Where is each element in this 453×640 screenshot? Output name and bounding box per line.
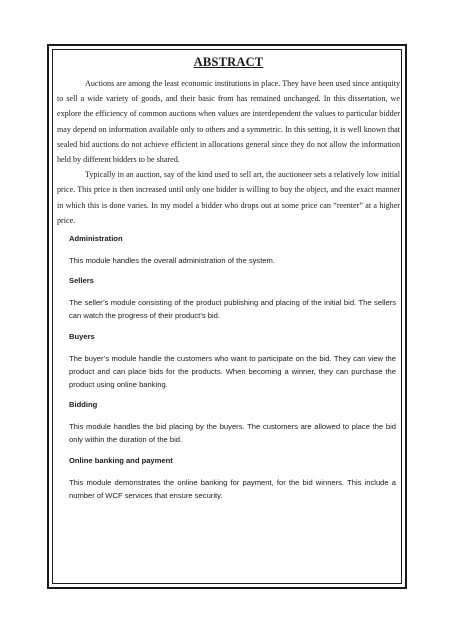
abstract-paragraph-2: Typically in an auction, say of the kind used to sell art, the auctioneer sets a relatively low initial price. This price is then increased until only one bidder is willing to buy the object, and the exact manner in which this is done varies. In my model a bidder who drops out at some price can “reenter” at a higher price. [57,170,400,225]
page-content [57,53,400,511]
module-heading-bidding: Bidding [69,400,98,410]
module-heading-buyers: Buyers [69,331,95,341]
module-body-administration: This module handles the overall administration of the system. [69,256,275,266]
module-body-bidding: This module handles the bid placing by the buyers. The customers are allowed to place the bid only within the duration of the bid. [69,422,396,445]
module-body-sellers: The seller’s module consisting of the product publishing and placing of the initial bid. The sellers can watch the progress of their product’s bid. [69,298,396,321]
page-title: ABSTRACT [193,55,264,69]
module-list [57,234,400,502]
module-heading-sellers: Sellers [69,276,94,286]
module-body-buyers: The buyer’s module handle the customers who want to participate on the bid. They can view the product and can place bids for the products. When becoming a winner, they can purchase the product using online banking. [69,353,396,390]
module-body-online-banking: This module demonstrates the online banking for payment, for the bid winners. This include a number of WCF services that ensure security. [69,477,396,500]
module-heading-online-banking: Online banking and payment [69,455,173,465]
abstract-paragraph-1: Auctions are among the least economic institutions in place. They have been used since antiquity to sell a wide variety of goods, and their basic from has remained unchanged. In this dissertation, we explore the efficiency of common auctions when values are interdependent the values to particular bidder may depend on information available only to others and a symmetric. In this setting, it is well known that sealed bid auctions do not achieve efficient in allocations general since they do not allow the information held by different bidders to be shared. [57,79,400,165]
module-heading-administration: Administration [69,234,123,244]
